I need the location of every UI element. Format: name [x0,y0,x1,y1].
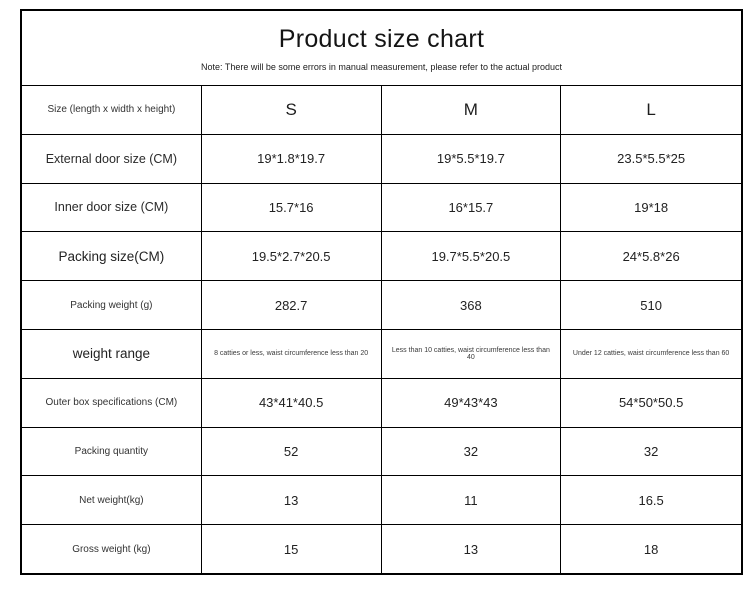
table-row-inner-door-size [22,184,741,233]
value-s: 15 [202,525,382,573]
column-header-m: M [382,86,562,134]
size-chart-table [20,9,743,575]
row-label: Inner door size (CM) [22,184,202,232]
table-row-weight-range [22,330,741,379]
chart-header [22,11,741,86]
value-s: 52 [202,428,382,476]
table-row-net-weight [22,476,741,525]
value-l: 16.5 [638,492,664,508]
value-m: 19.7*5.5*20.5 [382,232,562,280]
table-row-gross-weight [22,525,741,573]
table-row-outer-box-specifications [22,379,741,428]
row-label: Packing weight (g) [22,281,202,329]
row-label: External door size (CM) [22,135,202,183]
value-s: 19*1.8*19.7 [202,135,382,183]
table-row-external-door-size [22,135,741,184]
table-row-packing-quantity [22,428,741,477]
value-m: 368 [382,281,562,329]
page-title: Product size chart [278,24,485,53]
value-m: 11 [382,476,562,524]
row-label: Net weight(kg) [22,476,202,524]
value-l: 510 [640,297,662,313]
value-s: 282.7 [202,281,382,329]
row-label: Size (length x width x height) [22,86,202,134]
value-m: 16*15.7 [382,184,562,232]
value-m: 32 [382,428,562,476]
table-body [22,86,741,573]
row-label: Outer box specifications (CM) [22,379,202,427]
value-l: 24*5.8*26 [622,248,680,264]
value-s: 8 catties or less, waist circumference less than 20 [202,330,382,378]
value-l: 54*50*50.5 [618,395,684,411]
value-s: 13 [202,476,382,524]
value-l: 19*18 [634,199,669,215]
measurement-note: Note: There will be some errors in manual measurement, please refer to the actual product [200,61,562,72]
row-label: Gross weight (kg) [22,525,202,573]
value-m: Less than 10 catties, waist circumference less than 40 [382,330,562,378]
value-m: 13 [382,525,562,573]
value-s: 15.7*16 [202,184,382,232]
table-row-size-header [22,86,741,135]
value-l: 23.5*5.5*25 [617,151,686,167]
row-label: Packing size(CM) [22,232,202,280]
column-header-l: L [646,99,656,119]
value-m: 49*43*43 [382,379,562,427]
value-l: Under 12 catties, waist circumference less than 60 [572,350,730,358]
row-label: Packing quantity [22,428,202,476]
value-s: 19.5*2.7*20.5 [202,232,382,280]
table-row-packing-weight [22,281,741,330]
table-row-packing-size [22,232,741,281]
row-label: weight range [22,330,202,378]
value-l: 18 [643,541,659,557]
column-header-s: S [202,86,382,134]
value-l: 32 [643,443,659,459]
value-m: 19*5.5*19.7 [382,135,562,183]
value-s: 43*41*40.5 [202,379,382,427]
